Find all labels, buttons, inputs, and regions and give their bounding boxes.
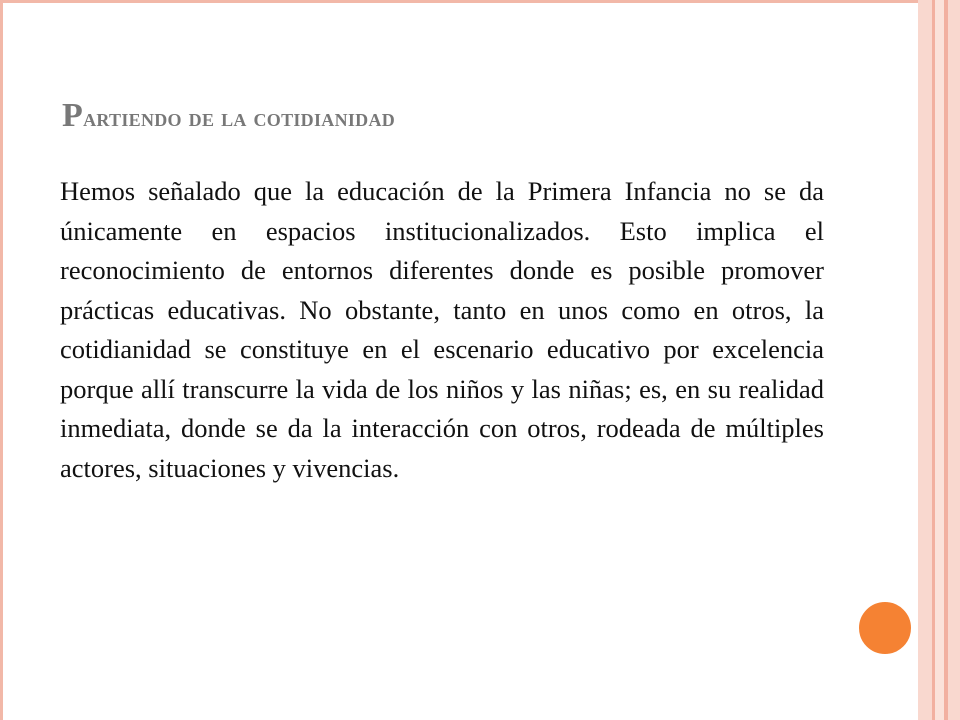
decorative-stripe bbox=[918, 0, 932, 720]
title-initial: P bbox=[62, 97, 84, 134]
decorative-stripe bbox=[948, 0, 960, 720]
title-rest: artiendo de la cotidianidad bbox=[83, 103, 396, 132]
accent-circle bbox=[856, 599, 914, 657]
slide-body-text: Hemos señalado que la educación de la Primera Infancia no se da únicamente en espacios institucionalizados. Esto implica el reconocimiento de entornos diferentes donde es posible promover prácticas educativas. No obstante, tanto en unos como en otros, la cotidianidad se constituye en el escenario educativo por excelencia porque allí transcurre la vida de los niños y las niñas; es, en su realidad inmediata, donde se da la interacción con otros, rodeada de múltiples actores, situaciones y vivencias. bbox=[60, 176, 824, 483]
decorative-stripe bbox=[935, 0, 944, 720]
slide-title bbox=[62, 97, 395, 135]
